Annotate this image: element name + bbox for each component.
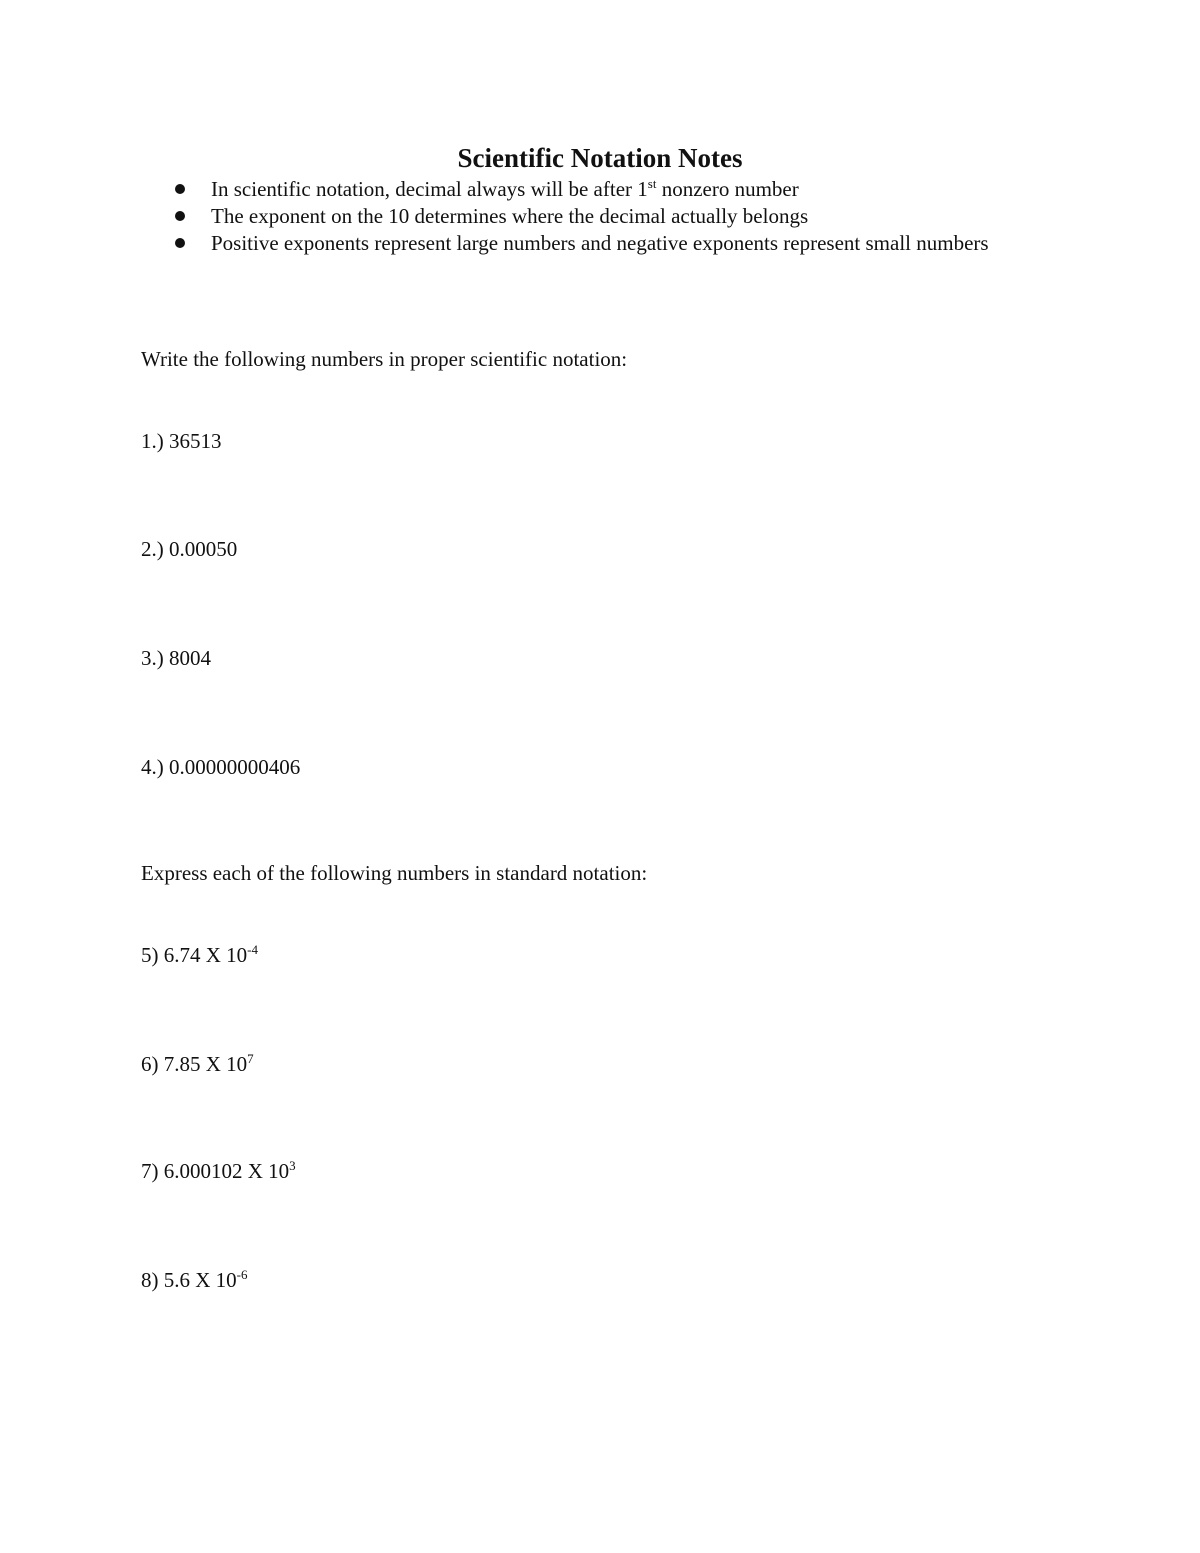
note-text: Positive exponents represent large numbers and negative exponents represent small numbers bbox=[211, 231, 989, 255]
problem-8-base: 8) 5.6 X 10 bbox=[141, 1268, 237, 1292]
section2-instruction: Express each of the following numbers in standard notation: bbox=[141, 861, 648, 885]
bullet-icon bbox=[175, 238, 185, 248]
note-superscript: st bbox=[647, 176, 657, 191]
problem-5-exponent: -4 bbox=[247, 942, 259, 957]
note-text-after: nonzero number bbox=[656, 177, 799, 201]
note-item bbox=[211, 176, 1031, 203]
problem-5-base: 5) 6.74 X 10 bbox=[141, 943, 248, 967]
problem-6-exponent: 7 bbox=[247, 1051, 254, 1066]
problem-7-base: 7) 6.000102 X 10 bbox=[141, 1159, 290, 1183]
problem-8 bbox=[141, 1267, 248, 1294]
bullet-icon bbox=[175, 184, 185, 194]
note-text: In scientific notation, decimal always will be after 1 bbox=[211, 177, 648, 201]
problem-7-exponent: 3 bbox=[289, 1158, 296, 1173]
problem-6-base: 6) 7.85 X 10 bbox=[141, 1052, 248, 1076]
notes-list bbox=[211, 176, 1031, 257]
problem-4: 4.) 0.00000000406 bbox=[141, 755, 301, 779]
problem-8-exponent: -6 bbox=[236, 1267, 248, 1282]
note-item bbox=[211, 203, 1031, 230]
page-title: Scientific Notation Notes bbox=[457, 143, 743, 173]
note-text: The exponent on the 10 determines where the decimal actually belongs bbox=[211, 204, 809, 228]
problem-3: 3.) 8004 bbox=[141, 646, 211, 670]
problem-6 bbox=[141, 1051, 254, 1078]
problem-1: 1.) 36513 bbox=[141, 429, 222, 453]
section1-instruction: Write the following numbers in proper scientific notation: bbox=[141, 347, 628, 371]
problem-2: 2.) 0.00050 bbox=[141, 537, 238, 561]
note-item bbox=[211, 230, 1031, 257]
problem-5 bbox=[141, 942, 258, 969]
problem-7 bbox=[141, 1158, 296, 1185]
bullet-icon bbox=[175, 211, 185, 221]
